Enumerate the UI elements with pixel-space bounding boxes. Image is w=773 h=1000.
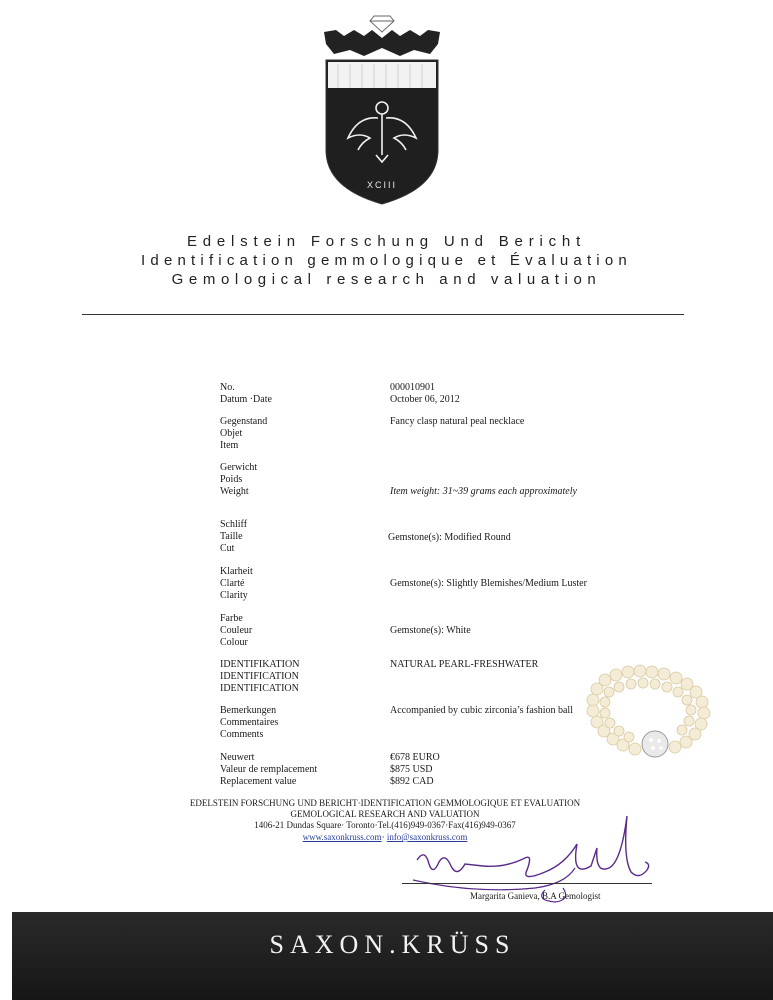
number-values [390, 382, 460, 406]
label-comments: Comments [220, 729, 264, 740]
label-gerwicht: Gerwicht [220, 462, 258, 473]
label-poids: Poids [220, 474, 243, 485]
signer-name: Margarita Ganieva, B.A Gemologist [470, 891, 601, 901]
label-clarte: Clarté [220, 578, 245, 589]
value-euro: €678 EURO [390, 752, 440, 763]
label-identification-fr: IDENTIFICATION [220, 671, 299, 682]
org-name: EDELSTEIN FORSCHUNG UND BERICHT·IDENTIFICATION GEMMOLOGIQUE ET EVALUATION [189, 798, 581, 808]
title-divider [82, 314, 684, 315]
report-date: October 06, 2012 [390, 394, 460, 405]
label-farbe: Farbe [220, 613, 243, 624]
weight-value: Item weight: 31~39 grams each approximately [390, 486, 577, 497]
colour-labels [220, 613, 252, 649]
pearl-bracelet-photo [583, 660, 715, 772]
value-cad: $892 CAD [390, 776, 434, 787]
report-number: 000010901 [390, 382, 435, 393]
number-labels [220, 382, 272, 406]
label-no: No. [220, 382, 235, 393]
label-item: Item [220, 440, 239, 451]
clarity-value: Gemstone(s): Slightly Blemishes/Medium Luster [390, 578, 587, 589]
label-cut: Cut [220, 543, 235, 554]
weight-labels [220, 462, 257, 498]
label-klarheit: Klarheit [220, 566, 253, 577]
colour-value: Gemstone(s): White [390, 625, 471, 636]
item-labels [220, 416, 267, 452]
title-english: Gemological research and valuation [171, 271, 602, 288]
title-german: Edelstein Forschung Und Bericht [186, 233, 587, 250]
signature-line [402, 883, 652, 884]
identification-value: NATURAL PEARL-FRESHWATER [390, 659, 539, 670]
label-gegenstand: Gegenstand [220, 416, 268, 427]
crown-crest [324, 30, 440, 56]
org-address: 1406-21 Dundas Square· Toronto·Tel.(416)949-0367·Fax(416)949-0367 [254, 820, 516, 830]
label-schliff: Schliff [220, 519, 248, 530]
label-colour: Colour [220, 637, 248, 648]
label-neuwert: Neuwert [220, 752, 255, 763]
cut-value: Gemstone(s): Modified Round [388, 532, 511, 543]
value-usd: $875 USD [390, 764, 433, 775]
label-identification-en: IDENTIFICATION [220, 683, 299, 694]
cut-labels [220, 519, 247, 555]
label-bemerkungen: Bemerkungen [220, 705, 277, 716]
value-amounts [390, 752, 440, 788]
label-objet: Objet [220, 428, 243, 439]
diamond-icon [370, 16, 394, 32]
clasp-ball [642, 731, 668, 757]
label-couleur: Couleur [220, 625, 253, 636]
label-taille: Taille [220, 531, 243, 542]
identification-labels [220, 659, 299, 695]
org-subtitle: GEMOLOGICAL RESEARCH AND VALUATION [290, 809, 480, 819]
label-date: Datum ·Date [220, 394, 272, 405]
brand-name: SAXON.KRÜSS [269, 930, 516, 959]
label-replacement-value: Replacement value [220, 776, 297, 787]
email-link[interactable]: info@saxonkruss.com [386, 832, 468, 842]
item-value: Fancy clasp natural peal necklace [390, 416, 525, 427]
title-french: Identification gemmologique et Évaluation [141, 252, 632, 269]
value-labels [220, 752, 317, 788]
label-clarity: Clarity [220, 590, 248, 601]
comments-value: Accompanied by cubic zirconia’s fashion ball [390, 705, 573, 716]
crest-numeral: XCIII [366, 180, 397, 190]
contact-links: www.saxonkruss.com· info@saxonkruss.com [302, 832, 468, 842]
label-weight: Weight [220, 486, 249, 497]
label-valeur: Valeur de remplacement [220, 764, 318, 775]
clarity-labels [220, 566, 253, 602]
website-link[interactable]: www.saxonkruss.com [302, 832, 382, 842]
label-commentaires: Commentaires [220, 717, 279, 728]
label-identifikation: IDENTIFIKATION [220, 659, 300, 670]
comments-labels [220, 705, 278, 741]
